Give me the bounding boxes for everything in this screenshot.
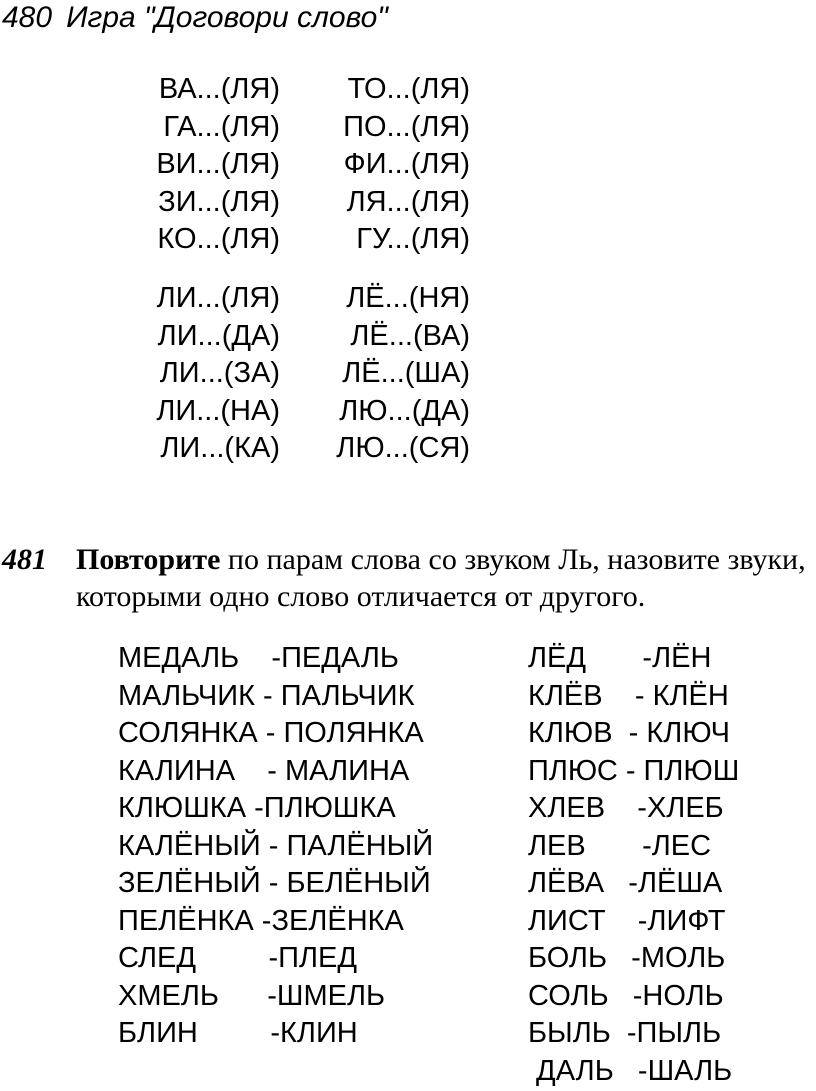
- syllable-right: ЛЁ...(ВА): [350, 319, 470, 352]
- syllable-right: ФИ...(ЛЯ): [343, 148, 470, 180]
- word-pairs-right-column: [528, 640, 739, 1090]
- word-pair: ХМЕЛЬ -ШМЕЛЬ: [118, 979, 386, 1012]
- syllable-right: ПО...(ЛЯ): [343, 110, 470, 143]
- word-pair: ЛИСТ -ЛИФТ: [528, 904, 726, 937]
- syllable-left: ЛИ...(ЗА): [159, 357, 280, 389]
- word-pair: СОЛЬ -НОЛЬ: [528, 979, 724, 1012]
- exercise-481-text: [76, 541, 814, 615]
- syllable-left: ЛИ...(ЛЯ): [156, 282, 280, 314]
- word-pair: СОЛЯНКА - ПОЛЯНКА: [118, 717, 424, 749]
- syllable-row: [110, 109, 470, 147]
- exercise-481-number: 481: [2, 543, 47, 576]
- word-pair: КЛЮВ - КЛЮЧ: [528, 717, 730, 749]
- syllable-left: ГА...(ЛЯ): [163, 110, 280, 143]
- word-pair: МАЛЬЧИК - ПАЛЬЧИК: [118, 679, 415, 712]
- syllable-right: ЛЁ...(ША): [342, 357, 470, 389]
- syllable-left: ЛИ...(НА): [156, 394, 280, 427]
- syllable-right: ТО...(ЛЯ): [347, 73, 470, 105]
- word-pair: МЕДАЛЬ -ПЕДАЛЬ: [118, 642, 399, 674]
- exercise-480-title: Игра "Договори слово": [66, 1, 388, 34]
- syllable-left: ЗИ...(ЛЯ): [158, 185, 280, 218]
- syllable-row: [110, 318, 470, 356]
- word-pair: КЛЁВ - КЛЁН: [528, 679, 729, 712]
- exercise-481-instruction: [2, 541, 814, 615]
- syllable-left: ЛИ...(КА): [160, 432, 280, 464]
- syllable-left: ВИ...(ЛЯ): [156, 148, 280, 180]
- syllable-block-2: [110, 280, 470, 468]
- instruction-verb: Повторите: [76, 543, 221, 576]
- syllable-row: [110, 221, 470, 259]
- syllable-row: [110, 146, 470, 184]
- word-pair: БОЛЬ -МОЛЬ: [528, 942, 726, 974]
- word-pair: ЛЁВА -ЛЁША: [528, 867, 723, 899]
- syllable-right: ЛЮ...(ДА): [339, 394, 470, 427]
- syllable-right: ЛЮ...(СЯ): [336, 432, 470, 464]
- word-pairs-left-column: [118, 640, 433, 1053]
- instruction-rest: по парам слова со звуком Ль, назовите звуки, которыми одно слово отличается от другого.: [76, 543, 806, 613]
- syllable-right: ЛЯ...(ЛЯ): [346, 185, 470, 218]
- exercise-480-heading: [2, 0, 388, 36]
- syllable-left: ЛИ...(ДА): [157, 319, 280, 352]
- syllable-row: [110, 71, 470, 109]
- word-pair: КАЛЁНЫЙ - ПАЛЁНЫЙ: [118, 829, 434, 862]
- word-pair: ЛЁД -ЛЁН: [528, 642, 712, 674]
- syllable-left: КО...(ЛЯ): [157, 223, 280, 255]
- word-pair: ПЛЮС - ПЛЮШ: [528, 754, 740, 787]
- syllable-row: [110, 184, 470, 222]
- syllable-row: [110, 393, 470, 431]
- exercise-480-number: 480: [2, 1, 53, 34]
- syllable-row: [110, 430, 470, 468]
- syllable-left: ВА...(ЛЯ): [158, 73, 280, 105]
- syllable-row: [110, 280, 470, 318]
- word-pair: БЛИН -КЛИН: [118, 1017, 358, 1049]
- word-pair: КЛЮШКА -ПЛЮШКА: [118, 792, 396, 824]
- word-pair: ДАЛЬ -ШАЛЬ: [528, 1054, 733, 1087]
- word-pair: ЗЕЛЁНЫЙ - БЕЛЁНЫЙ: [118, 867, 431, 899]
- word-pair: ХЛЕВ -ХЛЕБ: [528, 792, 724, 824]
- syllable-right: ЛЁ...(НЯ): [346, 282, 470, 314]
- word-pair: СЛЕД -ПЛЕД: [118, 942, 358, 974]
- word-pair: ПЕЛЁНКА -ЗЕЛЁНКА: [118, 904, 404, 937]
- word-pair: КАЛИНА - МАЛИНА: [118, 754, 410, 787]
- word-pair: ЛЕВ -ЛЕС: [528, 829, 712, 862]
- syllable-row: [110, 355, 470, 393]
- syllable-right: ГУ...(ЛЯ): [356, 223, 470, 255]
- word-pair: БЫЛЬ -ПЫЛЬ: [528, 1017, 722, 1049]
- syllable-block-1: [110, 71, 470, 259]
